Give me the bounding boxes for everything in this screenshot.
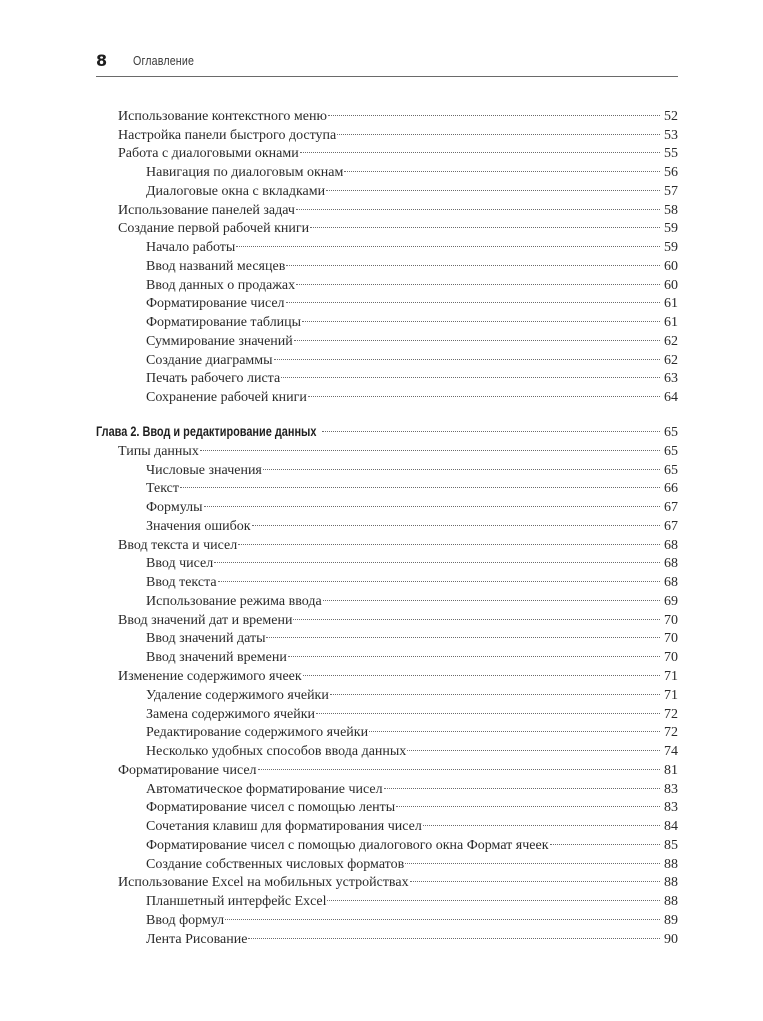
- toc-entry-title: Ввод значений времени: [146, 650, 287, 666]
- toc-entry[interactable]: [96, 680, 678, 703]
- dot-leader: [344, 157, 661, 176]
- toc-entry-page-number: 70: [664, 612, 678, 628]
- dot-leader: [294, 326, 661, 345]
- toc-entry-title: Сочетания клавиш для форматирования чисел: [146, 819, 422, 835]
- toc-entry-page-number: 88: [664, 875, 678, 891]
- toc-entry-page-number: 68: [664, 575, 678, 591]
- toc-entry-title: Форматирование таблицы: [146, 315, 302, 331]
- toc-entry-title: Ввод чисел: [146, 556, 214, 572]
- toc-entry-title: Диалоговые окна с вкладками: [146, 183, 326, 199]
- toc-entry-page-number: 72: [664, 706, 678, 722]
- dot-leader: [330, 680, 661, 699]
- toc-entry-page-number: 70: [664, 650, 678, 666]
- toc-entry-title: Формулы: [146, 500, 203, 516]
- dot-leader: [236, 232, 661, 251]
- toc-entry-page-number: 90: [664, 931, 678, 947]
- toc-entry[interactable]: [96, 924, 678, 947]
- toc-entry-title: Использование Excel на мобильных устройствах: [118, 875, 409, 891]
- toc-entry-page-number: 65: [664, 425, 678, 441]
- toc-entry[interactable]: [96, 195, 678, 218]
- toc-entry-title: Ввод названий месяцев: [146, 258, 286, 274]
- toc-entry[interactable]: [96, 605, 678, 628]
- toc-entry-page-number: 65: [664, 462, 678, 478]
- dot-leader: [274, 345, 661, 364]
- dot-leader: [180, 474, 661, 493]
- dot-leader: [286, 251, 661, 270]
- toc-entry[interactable]: [96, 549, 678, 572]
- dot-leader: [300, 139, 661, 158]
- toc-entry[interactable]: [96, 364, 678, 387]
- toc-entry-title: Изменение содержимого ячеек: [118, 668, 302, 684]
- toc-entry[interactable]: [96, 567, 678, 591]
- dot-leader: [369, 718, 661, 737]
- toc-chapter-heading[interactable]: [96, 417, 678, 441]
- dot-leader: [396, 793, 661, 812]
- toc-entry-page-number: 74: [664, 744, 678, 760]
- toc-entry-page-number: 58: [664, 202, 678, 218]
- dot-leader: [550, 830, 662, 849]
- dot-leader: [225, 905, 661, 924]
- toc-entry-title: Удаление содержимого ячейки: [146, 687, 329, 703]
- toc-entry[interactable]: [96, 699, 678, 722]
- toc-entry-page-number: 67: [664, 500, 678, 516]
- dot-leader: [293, 605, 661, 624]
- toc-entry[interactable]: [96, 214, 678, 237]
- toc-entry-page-number: 61: [664, 296, 678, 312]
- toc-entry[interactable]: [96, 624, 678, 647]
- toc-entry-title: Ввод текста и чисел: [118, 537, 238, 553]
- toc-entry-title: Использование контекстного меню: [118, 108, 327, 124]
- toc-entry[interactable]: [96, 474, 678, 497]
- toc-entry[interactable]: [96, 905, 678, 928]
- toc-entry-title: Создание первой рабочей книги: [118, 221, 310, 237]
- toc-entry[interactable]: [96, 586, 678, 609]
- toc-entry[interactable]: [96, 455, 678, 478]
- dot-leader: [218, 567, 661, 586]
- toc-entry-page-number: 55: [664, 146, 678, 162]
- dot-leader: [310, 214, 661, 233]
- dot-leader: [407, 736, 661, 755]
- toc-entry[interactable]: [96, 289, 678, 312]
- toc-entry[interactable]: [96, 345, 678, 368]
- toc-entry-page-number: 84: [664, 819, 678, 835]
- dot-leader: [258, 755, 661, 774]
- toc-entry[interactable]: [96, 661, 678, 684]
- dot-leader: [248, 924, 661, 943]
- dot-leader: [204, 492, 662, 511]
- dot-leader: [263, 455, 661, 474]
- toc-entry-title: Значения ошибок: [146, 518, 251, 534]
- toc-entry-title: Типы данных: [118, 443, 199, 459]
- toc-entry-page-number: 57: [664, 183, 678, 199]
- toc-entry-title: Планшетный интерфейс Excel: [146, 894, 327, 910]
- toc-entry-page-number: 59: [664, 240, 678, 256]
- toc-entry-title: Ввод формул: [146, 912, 225, 928]
- toc-entry[interactable]: [96, 736, 678, 760]
- toc-entry-title: Использование режима ввода: [146, 593, 322, 609]
- toc-entry-page-number: 67: [664, 518, 678, 534]
- toc-entry-page-number: 69: [664, 593, 678, 609]
- dot-leader: [303, 661, 661, 680]
- toc-entry-page-number: 56: [664, 165, 678, 181]
- dot-leader: [410, 868, 661, 887]
- toc-entry-page-number: 62: [664, 352, 678, 368]
- toc-entry-page-number: 68: [664, 537, 678, 553]
- toc-entry-title: Ввод текста: [146, 575, 217, 591]
- toc-entry-title: Числовые значения: [146, 462, 262, 478]
- dot-leader: [328, 101, 661, 120]
- toc-entry-title: Форматирование чисел с помощью диалогового окна Формат ячеек: [146, 837, 549, 853]
- toc-entry[interactable]: [96, 120, 678, 143]
- toc-entry-page-number: 81: [664, 762, 678, 778]
- dot-leader: [322, 417, 661, 436]
- toc-entry[interactable]: [96, 642, 678, 666]
- toc-entry-title: Форматирование чисел с помощью ленты: [146, 800, 396, 816]
- page-header: [96, 48, 678, 77]
- toc-entry[interactable]: [96, 811, 678, 835]
- toc-entry-page-number: 71: [664, 687, 678, 703]
- toc-entry-page-number: 68: [664, 556, 678, 572]
- toc-entry-page-number: 71: [664, 668, 678, 684]
- dot-leader: [337, 120, 661, 139]
- toc-entry-title: Настройка панели быстрого доступа: [118, 127, 337, 143]
- toc-entry-title: Использование панелей задач: [118, 202, 295, 218]
- table-of-contents: [96, 101, 678, 947]
- toc-entry-title: Работа с диалоговыми окнами: [118, 146, 299, 162]
- toc-entry-title: Создание собственных числовых форматов: [146, 856, 405, 872]
- toc-entry-title: Навигация по диалоговым окнам: [146, 165, 344, 181]
- toc-entry[interactable]: [96, 718, 678, 741]
- dot-leader: [288, 642, 661, 661]
- toc-entry-page-number: 63: [664, 371, 678, 387]
- toc-entry[interactable]: [96, 139, 678, 162]
- toc-entry-page-number: 72: [664, 725, 678, 741]
- dot-leader: [323, 586, 661, 605]
- toc-entry[interactable]: [96, 176, 678, 199]
- toc-entry-page-number: 62: [664, 333, 678, 349]
- toc-entry-title: Автоматическое форматирование чисел: [146, 781, 383, 797]
- page-number: 8: [96, 51, 107, 70]
- dot-leader: [252, 511, 661, 530]
- toc-entry[interactable]: [96, 232, 678, 256]
- toc-entry-page-number: 89: [664, 912, 678, 928]
- dot-leader: [384, 774, 661, 793]
- dot-leader: [405, 849, 661, 868]
- toc-entry-title: Замена содержимого ячейки: [146, 706, 316, 722]
- toc-entry[interactable]: [96, 511, 678, 534]
- toc-entry-title: Печать рабочего листа: [146, 371, 281, 387]
- toc-entry[interactable]: [96, 436, 678, 459]
- toc-entry-title: Ввод значений дат и времени: [118, 612, 293, 628]
- dot-leader: [238, 530, 661, 549]
- dot-leader: [327, 886, 661, 905]
- toc-entry[interactable]: [96, 530, 678, 553]
- toc-entry-title: Создание диаграммы: [146, 352, 273, 368]
- toc-entry-title: Начало работы: [146, 240, 236, 256]
- running-title: Оглавление: [133, 53, 195, 68]
- toc-entry-page-number: 59: [664, 221, 678, 237]
- toc-entry[interactable]: [96, 101, 678, 124]
- toc-entry[interactable]: [96, 793, 678, 816]
- dot-leader: [266, 624, 661, 643]
- toc-entry[interactable]: [96, 868, 678, 891]
- toc-entry-page-number: 60: [664, 258, 678, 274]
- toc-entry-page-number: 66: [664, 481, 678, 497]
- toc-entry-page-number: 64: [664, 390, 678, 406]
- toc-entry-title: Несколько удобных способов ввода данных: [146, 744, 407, 760]
- toc-entry[interactable]: [96, 382, 678, 406]
- toc-entry-title: Редактирование содержимого ячейки: [146, 725, 369, 741]
- toc-entry[interactable]: [96, 755, 678, 778]
- toc-entry-page-number: 83: [664, 781, 678, 797]
- toc-entry[interactable]: [96, 830, 678, 853]
- toc-entry[interactable]: [96, 326, 678, 349]
- toc-entry-title: Текст: [146, 481, 180, 497]
- toc-entry-title: Лента Рисование: [146, 931, 248, 947]
- toc-entry-title: Ввод данных о продажах: [146, 277, 296, 293]
- toc-entry[interactable]: [96, 774, 678, 797]
- dot-leader: [302, 307, 661, 326]
- dot-leader: [286, 289, 661, 308]
- toc-entry-title: Глава 2. Ввод и редактирование данных: [96, 423, 317, 440]
- toc-entry-page-number: 70: [664, 631, 678, 647]
- dot-leader: [423, 811, 661, 830]
- toc-entry-title: Форматирование чисел: [146, 296, 285, 312]
- toc-entry-title: Суммирование значений: [146, 333, 293, 349]
- toc-entry-title: Форматирование чисел: [118, 762, 257, 778]
- toc-entry-page-number: 53: [664, 127, 678, 143]
- toc-entry-page-number: 88: [664, 894, 678, 910]
- dot-leader: [308, 382, 661, 401]
- toc-entry-page-number: 52: [664, 108, 678, 124]
- dot-leader: [214, 549, 661, 568]
- dot-leader: [281, 364, 661, 383]
- toc-entry[interactable]: [96, 886, 678, 910]
- toc-entry[interactable]: [96, 251, 678, 274]
- toc-entry-page-number: 88: [664, 856, 678, 872]
- dot-leader: [200, 436, 661, 455]
- dot-leader: [296, 195, 661, 214]
- toc-entry-page-number: 85: [664, 837, 678, 853]
- toc-entry-page-number: 83: [664, 800, 678, 816]
- toc-entry[interactable]: [96, 849, 678, 872]
- toc-entry-title: Ввод значений даты: [146, 631, 266, 647]
- toc-entry[interactable]: [96, 157, 678, 181]
- dot-leader: [326, 176, 661, 195]
- toc-entry[interactable]: [96, 270, 678, 293]
- toc-entry-page-number: 61: [664, 315, 678, 331]
- dot-leader: [296, 270, 661, 289]
- toc-entry-page-number: 65: [664, 443, 678, 459]
- dot-leader: [316, 699, 661, 718]
- toc-entry[interactable]: [96, 307, 678, 331]
- toc-entry[interactable]: [96, 492, 678, 516]
- toc-entry-page-number: 60: [664, 277, 678, 293]
- toc-entry-title: Сохранение рабочей книги: [146, 390, 307, 406]
